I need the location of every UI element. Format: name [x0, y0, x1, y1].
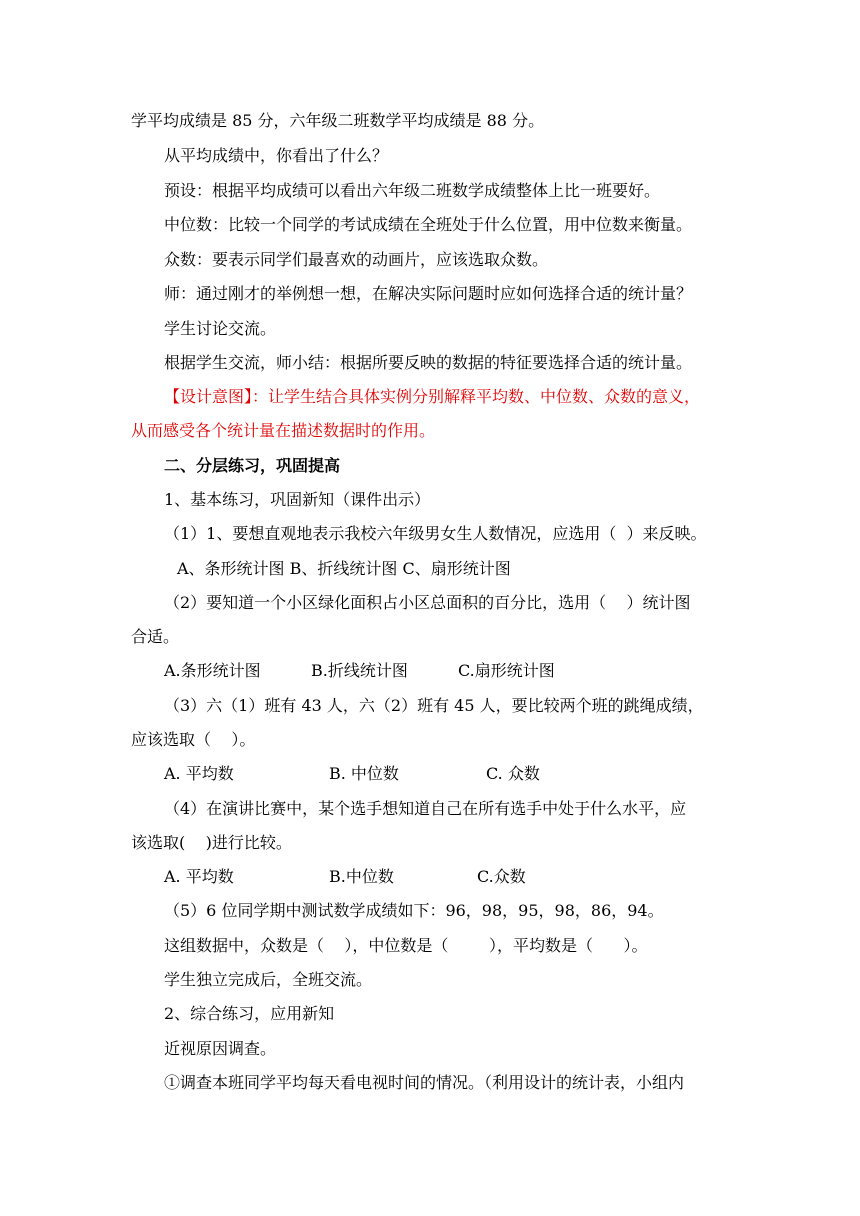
subsection-heading: 1、基本练习，巩固新知（课件出示） [164, 490, 431, 509]
paragraph: 学生独立完成后，全班交流。 [164, 970, 373, 989]
paragraph: 中位数：比较一个同学的考试成绩在全班处于什么位置，用中位数来衡量。 [164, 215, 693, 234]
subsection-heading: 2、综合练习，应用新知 [164, 1004, 335, 1023]
paragraph: 从平均成绩中，你看出了什么？ [164, 146, 389, 165]
question-text: （5）6 位同学期中测试数学成绩如下：96，98，95，98，86，94。 [164, 901, 664, 920]
question-text: 合适。 [131, 627, 180, 646]
section-heading: 二、分层练习，巩固提高 [164, 456, 341, 475]
question-text: 该选取( )进行比较。 [131, 833, 292, 852]
question-text: （4）在演讲比赛中，某个选手想知道自己在所有选手中处于什么水平，应 [164, 799, 687, 818]
design-intent-text: 从而感受各个统计量在描述数据时的作用。 [131, 421, 436, 440]
question-text: （3）六（1）班有 43 人，六（2）班有 45 人，要比较两个班的跳绳成绩， [164, 696, 704, 715]
paragraph: 根据学生交流，师小结：根据所要反映的数据的特征要选择合适的统计量。 [164, 353, 693, 372]
paragraph: 师：通过刚才的举例想一想，在解决实际问题时应如何选择合适的统计量？ [164, 284, 693, 303]
paragraph: ①调查本班同学平均每天看电视时间的情况。（利用设计的统计表，小组内 [164, 1073, 685, 1092]
option-c: C.众数 [477, 867, 526, 886]
design-intent-text: 【设计意图】：让学生结合具体实例分别解释平均数、中位数、众数的意义， [164, 387, 701, 406]
question-text: （2）要知道一个小区绿化面积占小区总面积的百分比，选用（ ）统计图 [164, 593, 691, 612]
paragraph: 预设：根据平均成绩可以看出六年级二班数学成绩整体上比一班要好。 [164, 181, 661, 200]
question-text: 应该选取（ ）。 [131, 730, 256, 749]
option-a: A. 平均数 [164, 867, 234, 886]
question-text: 这组数据中，众数是（ ），中位数是（ ），平均数是（ ）。 [164, 936, 648, 955]
paragraph: 近视原因调查。 [164, 1039, 277, 1058]
option-b: B.中位数 [329, 867, 394, 886]
option-c: C.扇形统计图 [458, 661, 555, 680]
option-a: A. 平均数 [164, 764, 234, 783]
option-a: A.条形统计图 [164, 661, 261, 680]
paragraph: 众数：要表示同学们最喜欢的动画片，应该选取众数。 [164, 250, 549, 269]
paragraph: 学生讨论交流。 [164, 319, 277, 338]
option-b: B. 中位数 [329, 764, 399, 783]
question-options: A、条形统计图 B、折线统计图 C、扇形统计图 [177, 559, 511, 578]
option-c: C. 众数 [486, 764, 540, 783]
question-text: （1）1、要想直观地表示我校六年级男女生人数情况，应选用（ ）来反映。 [164, 524, 707, 543]
paragraph: 学平均成绩是 85 分，六年级二班数学平均成绩是 88 分。 [131, 111, 545, 130]
option-b: B.折线统计图 [311, 661, 408, 680]
